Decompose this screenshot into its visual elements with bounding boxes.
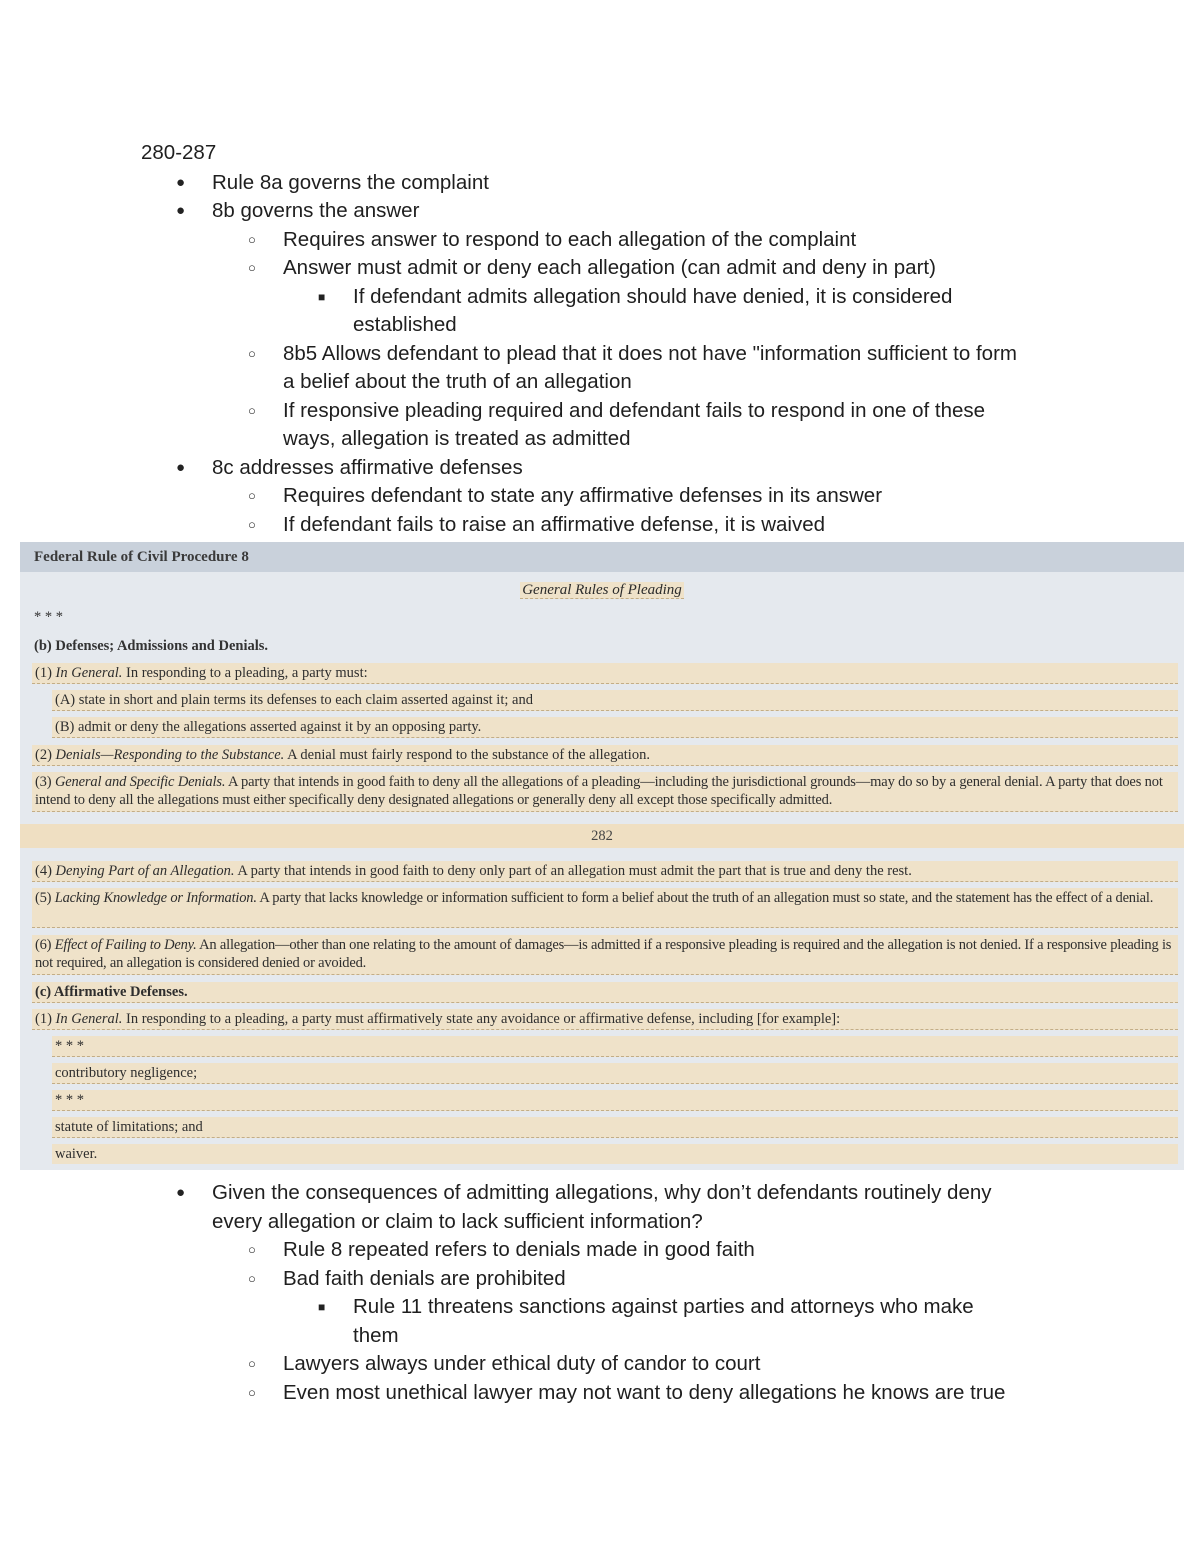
bullet-text-level-3: them	[353, 1323, 399, 1347]
bullet-text-level-1: Rule 8a governs the complaint	[212, 170, 489, 194]
bullet-text-level-2: ways, allegation is treated as admitted	[283, 427, 631, 450]
rule-b6: (6) Effect of Failing to Deny. An allegation—other than one relating to the amount of damages—is admitted if a responsive pleading is required and the allegation is not denied. If a responsive pleading is not required, an allegation is considered denied or avoided.	[32, 935, 1178, 975]
rule-b3: (3) General and Specific Denials. A party that intends in good faith to deny all the allegations of a pleading—including the jurisdictional grounds—may do so by a general denial. A party that does not intend to deny all the allegations must either specifically deny designated allegations or generally deny all except those specifically admitted.	[32, 772, 1178, 812]
hollow-circle-bullet-icon: ○	[248, 1270, 256, 1286]
bullet-text-level-1: 8c addresses affirmative defenses	[212, 455, 523, 479]
bullet-text-level-2: Even most unethical lawyer may not want to deny allegations he knows are true	[283, 1380, 1006, 1404]
bullet-text-level-3: Rule 11 threatens sanctions against parties and attorneys who make	[353, 1295, 974, 1318]
rule-8-excerpt-image	[20, 542, 1184, 1170]
hollow-circle-bullet-icon: ○	[248, 516, 256, 532]
section-c-heading: (c) Affirmative Defenses.	[32, 982, 1178, 1003]
rule-c-item: contributory negligence;	[52, 1063, 1178, 1084]
bullet-text-level-1: Given the consequences of admitting allegations, why don’t defendants routinely deny	[212, 1181, 992, 1204]
hollow-circle-bullet-icon: ○	[248, 488, 256, 503]
hollow-circle-bullet-icon: ○	[248, 260, 256, 275]
filled-circle-bullet-icon: ●	[176, 1184, 186, 1201]
square-bullet-icon: ■	[318, 289, 326, 304]
bullet-text-level-1: every allegation or claim to lack sufficient information?	[212, 1209, 703, 1233]
rule-c1: (1) In General. In responding to a pleading, a party must affirmatively state any avoidance or affirmative defense, including [for example]:	[32, 1009, 1178, 1030]
bullet-text-level-2: a belief about the truth of an allegation	[283, 370, 632, 393]
rule-stars: * * *	[52, 1090, 1178, 1111]
page-range-heading: 280-287	[141, 141, 217, 164]
hollow-circle-bullet-icon: ○	[248, 345, 256, 361]
rule-c-item: waiver.	[52, 1144, 1178, 1164]
hollow-circle-bullet-icon: ○	[248, 1242, 256, 1257]
section-b-heading: (b) Defenses; Admissions and Denials.	[34, 638, 269, 654]
bullet-text-level-2: Answer must admit or deny each allegation (can admit and deny in part)	[283, 256, 936, 279]
filled-circle-bullet-icon: ●	[176, 173, 186, 191]
hollow-circle-bullet-icon: ○	[248, 231, 256, 247]
hollow-circle-bullet-icon: ○	[248, 1356, 256, 1371]
bullet-text-level-2: Lawyers always under ethical duty of candor to court	[283, 1352, 761, 1375]
bullet-text-level-1: 8b governs the answer	[212, 199, 420, 222]
bullet-text-level-2: Bad faith denials are prohibited	[283, 1266, 566, 1290]
rule-b4: (4) Denying Part of an Allegation. A party that intends in good faith to deny only part of an allegation must admit the part that is true and deny the rest.	[32, 861, 1178, 882]
bullet-text-level-2: Requires answer to respond to each allegation of the complaint	[283, 227, 857, 251]
hollow-circle-bullet-icon: ○	[248, 402, 256, 418]
bullet-text-level-2: If responsive pleading required and defendant fails to respond in one of these	[283, 398, 986, 422]
page-number-bar: 282	[20, 824, 1184, 848]
bullet-text-level-2: 8b5 Allows defendant to plead that it does not have "information sufficient to form	[283, 341, 1017, 365]
rule-stars: * * *	[52, 1036, 1178, 1057]
square-bullet-icon: ■	[318, 1300, 326, 1314]
filled-circle-bullet-icon: ●	[176, 458, 186, 476]
rule-stars: * * *	[34, 609, 63, 625]
hollow-circle-bullet-icon: ○	[248, 1384, 256, 1400]
rule-c-item: statute of limitations; and	[52, 1117, 1178, 1138]
filled-circle-bullet-icon: ●	[176, 202, 186, 219]
rule-b1a: (A) state in short and plain terms its defenses to each claim asserted against it; and	[52, 690, 1178, 711]
bullet-text-level-3: If defendant admits allegation should have denied, it is considered	[353, 284, 953, 308]
bullet-text-level-3: established	[353, 313, 457, 336]
rule-subtitle: General Rules of Pleading	[522, 582, 682, 598]
bullet-text-level-2: Rule 8 repeated refers to denials made in good faith	[283, 1238, 755, 1261]
rule-b1: (1) In General. In responding to a pleading, a party must:	[32, 663, 1178, 684]
rule-b1b: (B) admit or deny the allegations asserted against it by an opposing party.	[52, 717, 1178, 738]
bullet-text-level-2: Requires defendant to state any affirmative defenses in its answer	[283, 484, 883, 507]
rule-b5: (5) Lacking Knowledge or Information. A party that lacks knowledge or information sufficient to form a belief about the truth of an allegation must so state, and the statement has the effect of a denial.	[32, 888, 1178, 928]
rule-b2: (2) Denials—Responding to the Substance. A denial must fairly respond to the substance of the allegation.	[32, 745, 1178, 766]
bullet-text-level-2: If defendant fails to raise an affirmative defense, it is waived	[283, 512, 826, 536]
rule-header: Federal Rule of Civil Procedure 8	[20, 542, 1184, 572]
